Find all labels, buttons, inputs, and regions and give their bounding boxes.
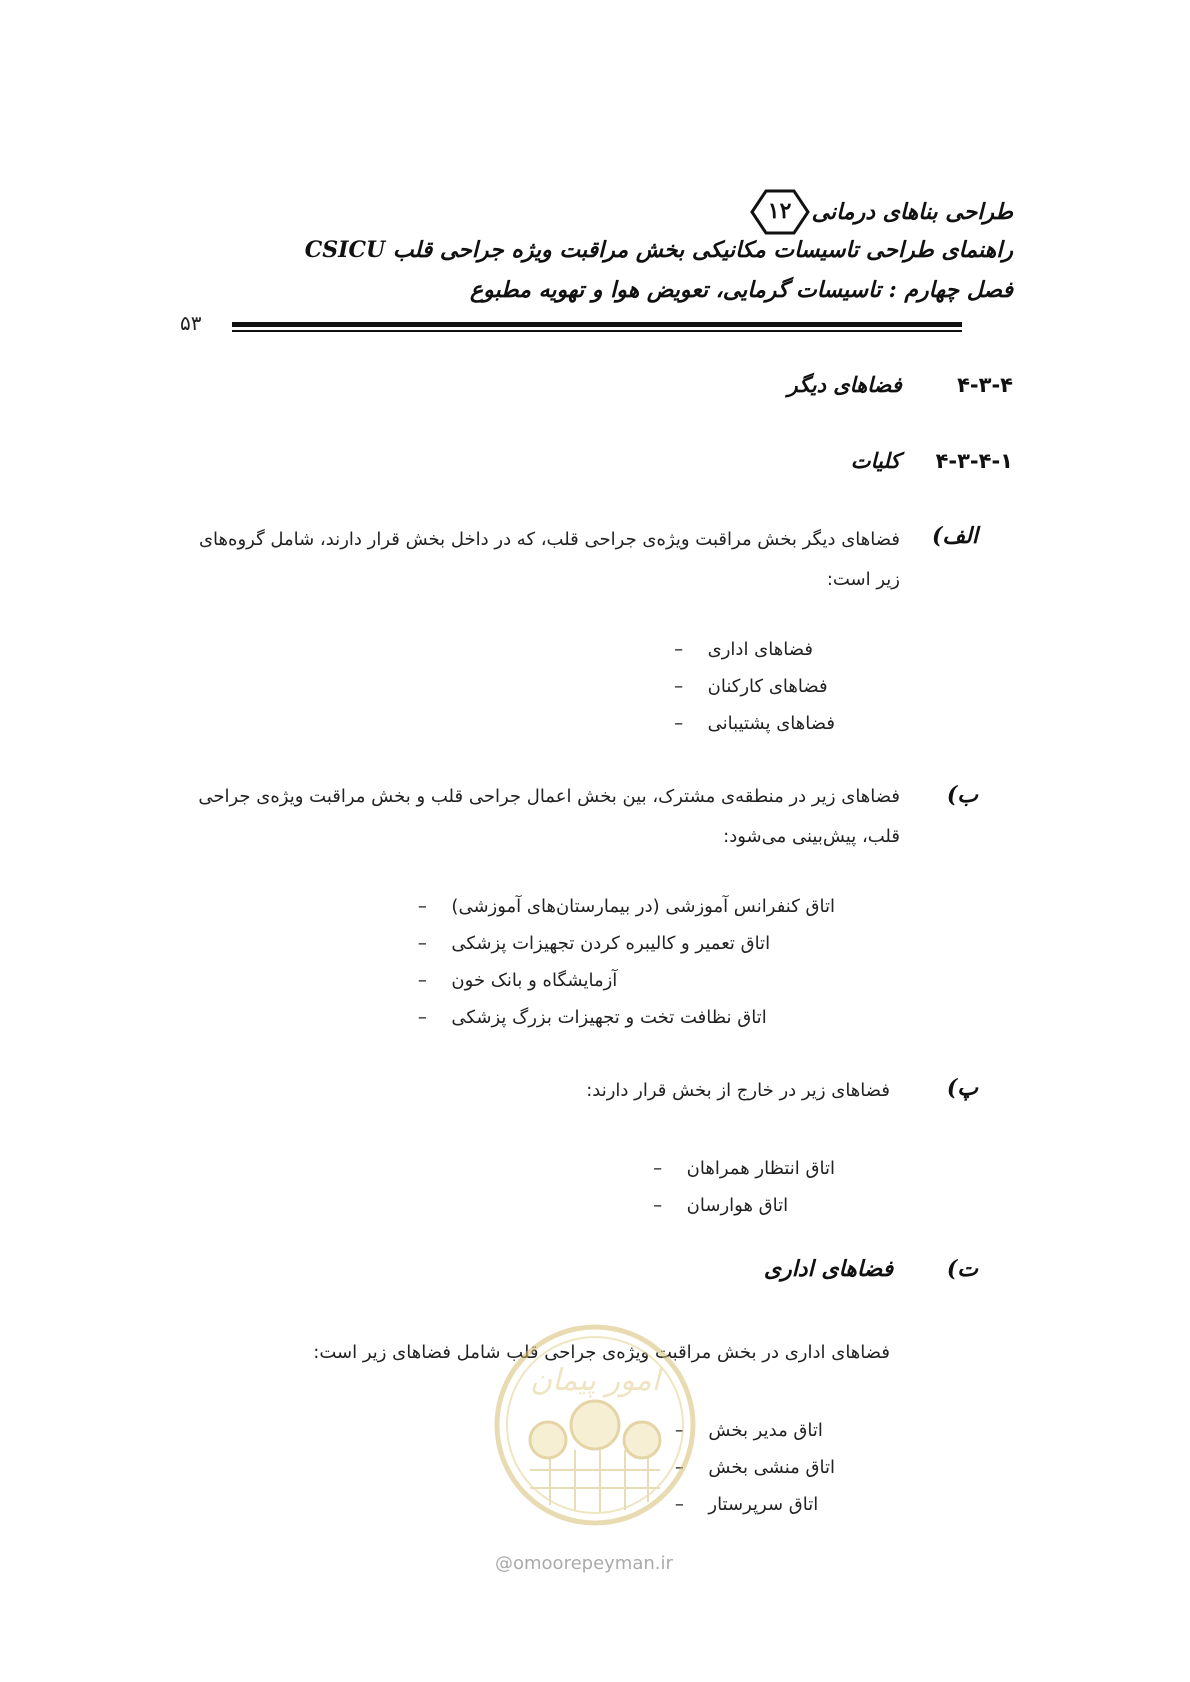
list-item: – اتاق کنفرانس آموزشی (در بیمارستان‌های آموزشی) — [417, 896, 835, 917]
list-item: – آزمایشگاه و بانک خون — [417, 970, 618, 991]
header-rule-thin — [232, 330, 962, 332]
item-label-pe: پ) — [946, 1075, 978, 1101]
subsection-title: کلیات — [850, 448, 901, 473]
chapter-badge — [748, 188, 812, 236]
item-label-be: ب) — [946, 782, 978, 808]
list-item: – اتاق هوارسان — [653, 1195, 789, 1216]
list-item: – اتاق تعمیر و کالیبره کردن تجهیزات پزشکی — [417, 933, 771, 954]
chapter-number: ۱۲ — [767, 198, 792, 224]
bullet-list-alef — [672, 631, 835, 742]
list-item: – فضاهای پشتیبانی — [674, 713, 835, 734]
item-title-te: فضاهای اداری — [763, 1256, 894, 1282]
item-text-te: فضاهای اداری در بخش مراقبت ویژه‌ی جراحی قلب شامل فضاهای زیر است: — [313, 1342, 890, 1363]
item-text-alef: فضاهای دیگر بخش مراقبت ویژه‌ی جراحی قلب، که در داخل بخش قرار دارند، شامل گروه‌های زیر است: — [198, 529, 900, 590]
item-label-alef: الف) — [932, 523, 978, 549]
list-item: – اتاق سرپرستار — [674, 1494, 819, 1515]
list-item: – اتاق منشی بخش — [674, 1457, 835, 1478]
subsection-number: ۴-۳-۴-۱ — [935, 449, 1013, 473]
item-text-pe: فضاهای زیر در خارج از بخش قرار دارند: — [586, 1080, 890, 1101]
page-number: ۵۳ — [180, 311, 202, 335]
list-item: – فضاهای کارکنان — [674, 676, 828, 697]
header-line1 — [746, 188, 1013, 236]
section-number: ۴-۳-۴ — [957, 373, 1013, 397]
list-item: – اتاق مدیر بخش — [674, 1420, 823, 1441]
header-line2: راهنمای طراحی تاسیسات مکانیکی بخش مراقبت ویژه جراحی قلب CSICU — [304, 237, 1013, 263]
subsection-heading — [851, 448, 1013, 473]
bullet-list-be — [415, 888, 835, 1036]
watermark-logo — [490, 1320, 700, 1530]
list-item: – اتاق انتظار همراهان — [653, 1158, 835, 1179]
header-rule-thick — [232, 322, 962, 327]
item-text-be: فضاهای زیر در منطقه‌ی مشترک، بین بخش اعمال جراحی قلب و بخش مراقبت ویژه‌ی جراحی قلب، پیش‌بینی می‌شود: — [198, 786, 900, 847]
list-item: – فضاهای اداری — [674, 639, 813, 660]
item-label-te: ت) فضاهای اداری — [763, 1256, 978, 1282]
section-heading — [788, 372, 1013, 397]
section-title: فضاهای دیگر — [787, 372, 902, 397]
watermark-seal-icon — [490, 1320, 700, 1530]
svg-text:امور پیمان: امور پیمان — [530, 1363, 660, 1398]
header-line3: فصل چهارم : تاسیسات گرمایی، تعویض هوا و تهویه مطبوع — [470, 277, 1013, 303]
list-item: – اتاق نظافت تخت و تجهیزات بزرگ پزشکی — [417, 1007, 767, 1028]
watermark-url: @omoorepeyman.ir — [495, 1553, 673, 1574]
header-title: طراحی بناهای درمانی — [811, 199, 1013, 225]
bullet-list-pe — [651, 1150, 835, 1224]
